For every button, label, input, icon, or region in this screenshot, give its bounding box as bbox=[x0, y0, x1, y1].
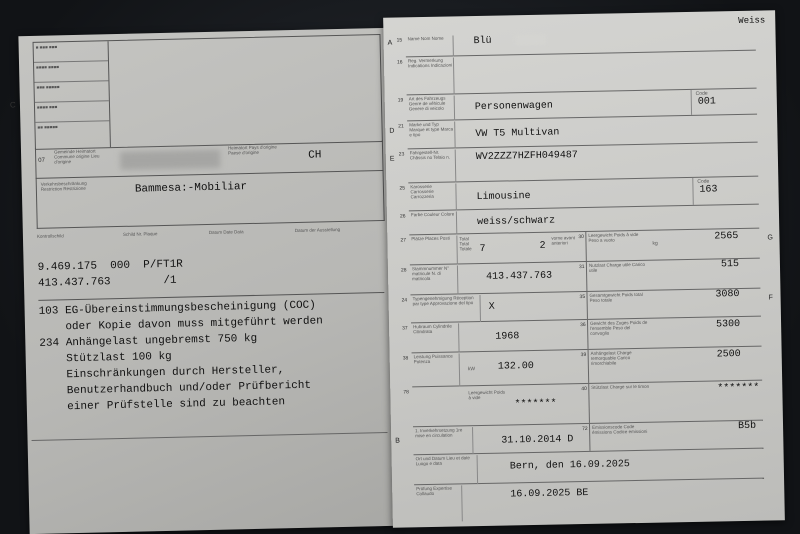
plate-header: Datum der Ausstellung bbox=[294, 226, 341, 234]
redacted-name bbox=[516, 35, 546, 46]
emission-code-value: B5b bbox=[737, 420, 757, 433]
code-label: Code bbox=[697, 178, 710, 185]
train-weight-value: 5300 bbox=[715, 319, 741, 331]
power-unit: kW bbox=[467, 366, 476, 373]
redacted-field bbox=[120, 150, 220, 170]
insurer-value: Bammesa:-Mobiliar bbox=[134, 181, 248, 196]
seats-total-label: Total Total Totale bbox=[459, 236, 472, 252]
row-number: 27 bbox=[400, 237, 407, 244]
vehicle-data-grid bbox=[387, 29, 773, 522]
country-value: CH bbox=[308, 149, 322, 162]
unit-kg: kg bbox=[652, 240, 658, 247]
empty-weight-value: 2565 bbox=[714, 231, 739, 243]
total-weight-cell bbox=[579, 289, 761, 319]
place-date-label: Ort und Datum Lieu et date Luogo e data bbox=[414, 455, 479, 485]
train-weight-label: Gewicht des Zuges Poids de l'ensemble Peso del convoglio bbox=[589, 319, 648, 336]
inspection-label: Prüfung Expertise Collaudo bbox=[414, 485, 463, 522]
tongue-load-label: Stützlast Charge sur le timon bbox=[591, 383, 650, 390]
emission-code-label: Emissionscode Code émissions Codice emissioni bbox=[591, 424, 648, 435]
code-value: 001 bbox=[697, 96, 716, 108]
seats-cell bbox=[400, 232, 586, 264]
trailer-load-label: Anhängelast Charge remorquable Carico rimorchiabile bbox=[590, 350, 632, 366]
row-number: 23 bbox=[398, 151, 405, 158]
empty-remarks-area bbox=[32, 432, 390, 531]
seats-label: Plätze Places Posti bbox=[409, 235, 458, 265]
tongue-load-cell bbox=[581, 381, 764, 423]
section-letter-a: A bbox=[387, 39, 393, 47]
payload-cell bbox=[578, 259, 762, 291]
make-model-value: VW T5 Multivan bbox=[475, 127, 560, 141]
body-code-box bbox=[692, 177, 752, 205]
base-number-value: 413.437.763 bbox=[486, 270, 553, 283]
base-number-label: Stammnummer N° matricule N. di matricola bbox=[410, 265, 459, 295]
first-registration-value: 31.10.2014 D bbox=[501, 434, 574, 447]
row-number: 78 bbox=[403, 389, 409, 396]
plate-numbers bbox=[37, 257, 183, 292]
registration-right-page bbox=[383, 10, 785, 527]
section-letter-d: D bbox=[389, 127, 395, 135]
restriction-label: Verkehrsbeschränkung Restriction Restrizione bbox=[40, 180, 87, 192]
plate-line-2: 413.437.763 /1 bbox=[37, 274, 177, 290]
displacement-value: 1968 bbox=[495, 331, 520, 343]
place-date-value: Bern, den 16.09.2025 bbox=[509, 459, 630, 473]
plate-line-1: 9.469.175 000 P/FT1R bbox=[37, 258, 183, 274]
plate-header: Kontrollschild bbox=[36, 233, 64, 239]
row-number: 39 bbox=[580, 351, 587, 359]
total-weight-value: 3080 bbox=[715, 289, 740, 301]
row-number: 35 bbox=[579, 293, 586, 301]
code-box bbox=[691, 89, 750, 115]
row-number: 30 bbox=[578, 233, 585, 241]
section-letter-f: F bbox=[768, 294, 773, 302]
remarks-text: 103 EG-Übereinstimmungsbescheinigung (COC) oder Kopie davon muss mitgeführt werden 234 Anhängelast ungebremst 750 kg Stützlast 100 kg Einschränkungen durch Hersteller, Benutzerhandbuch und/oder Prüfbericht einer Prüfstelle sind zu beachten bbox=[38, 299, 323, 414]
empty-weight-cell bbox=[578, 229, 761, 261]
vin-value: WV2ZZZ7HZFH049487 bbox=[475, 150, 578, 164]
row-number: 37 bbox=[402, 325, 408, 332]
make-model-label: Marke und Typ Marque et type Marca e tipo bbox=[407, 121, 456, 149]
label-cell: ■■ ■■■■■ bbox=[37, 124, 58, 130]
empty-weight-2-cell bbox=[403, 384, 589, 426]
power-value: 132.00 bbox=[497, 360, 534, 373]
country-label: Heimatort Pays d'origine Paese d'origine bbox=[227, 144, 277, 156]
color-value: weiss/schwarz bbox=[476, 215, 556, 229]
base-number-cell bbox=[400, 262, 587, 294]
empty-weight-2-value: ******* bbox=[514, 398, 557, 411]
holder-info-box bbox=[33, 34, 383, 150]
name-value: Blü bbox=[473, 35, 492, 48]
label-cell: ■■■■ ■■■■ bbox=[34, 61, 108, 83]
first-registration-label: 1. Inverkehrsetzung 1re mise en circulation bbox=[413, 427, 474, 455]
plate-header: Schild Nr. Plaque bbox=[122, 231, 158, 237]
label-cell: ■■■ ■■■■■ bbox=[34, 81, 108, 103]
section-letter-g: G bbox=[767, 234, 773, 242]
type-approval-value: X bbox=[488, 301, 495, 313]
displacement-label: Hubraum Cylindrée Cilindrata bbox=[411, 323, 460, 353]
row-number: 21 bbox=[398, 123, 404, 130]
power-label: Leistung Puissance Potenza bbox=[412, 353, 461, 387]
trailer-load-value: 2500 bbox=[716, 349, 741, 361]
row-number: 16 bbox=[396, 59, 403, 66]
row-number: 28 bbox=[400, 267, 407, 274]
row-number: 19 bbox=[397, 97, 404, 104]
body-value: Limousine bbox=[476, 191, 531, 204]
empty-weight-2-label: Leergewicht Poids à vide bbox=[468, 389, 506, 401]
row-inspection bbox=[414, 479, 765, 522]
origin-label: Gemeinde Heimatort Commune origine Lieu d'origine bbox=[53, 148, 100, 165]
total-weight-label: Gesamtgewicht Poids total Peso totale bbox=[589, 291, 643, 303]
inspection-value: 16.09.2025 BE bbox=[510, 487, 589, 501]
plate-header: Datum Date Data bbox=[208, 229, 244, 235]
color-label: Farbe Couleur Colore bbox=[409, 211, 457, 235]
trailer-load-cell bbox=[580, 347, 764, 383]
vehicle-type-value: Personenwagen bbox=[474, 100, 553, 114]
body-code-value: 163 bbox=[699, 184, 718, 196]
displacement-cell bbox=[402, 320, 588, 352]
code-label: Code bbox=[695, 90, 708, 97]
row-number: 25 bbox=[399, 185, 406, 192]
body-label: Karosserie Carrosserie Carrozzeria bbox=[408, 183, 457, 211]
row-number: 40 bbox=[581, 385, 587, 393]
power-cell bbox=[402, 350, 589, 386]
label-cell: ■ ■■■ ■■■ bbox=[34, 41, 108, 63]
type-approval-cell bbox=[401, 292, 586, 322]
seats-front-label: vorne avant anteriori bbox=[551, 235, 575, 246]
section-letter-e: E bbox=[389, 155, 395, 163]
row-number: 24 bbox=[401, 297, 408, 304]
payload-value: 515 bbox=[720, 259, 740, 271]
holder-labels-column bbox=[34, 41, 111, 149]
row-number: 36 bbox=[580, 321, 586, 329]
train-weight-cell bbox=[580, 317, 763, 349]
row-78-40 bbox=[403, 381, 763, 428]
registration-left-page bbox=[9, 28, 397, 534]
holder-firstname: Weiss bbox=[738, 15, 766, 26]
row-number: 26 bbox=[399, 213, 406, 220]
plate-headers bbox=[37, 226, 383, 248]
empty-weight-label: Leergewicht Poids à vide Peso a vuoto bbox=[588, 231, 639, 243]
label-cell: ■■■■ ■■■ bbox=[35, 101, 109, 123]
row-number: 15 bbox=[396, 37, 403, 44]
name-label: Name Nom Nome bbox=[406, 35, 454, 57]
row-number: 38 bbox=[402, 355, 409, 362]
seats-front: 2 bbox=[539, 240, 546, 252]
emission-code-cell bbox=[582, 420, 764, 451]
indications-label: Reg. Vermerkung Indications Indicazioni bbox=[406, 57, 455, 95]
section-letter-b: B bbox=[395, 437, 401, 445]
seats-total: 7 bbox=[479, 243, 486, 255]
row-number: 07 bbox=[38, 157, 45, 164]
payload-label: Nutzlast Charge utile Carico utile bbox=[588, 261, 646, 273]
tongue-load-value: ******* bbox=[717, 382, 760, 395]
restriction-row bbox=[36, 170, 385, 229]
section-letter-c: C bbox=[9, 100, 16, 110]
row-number: 31 bbox=[578, 263, 585, 271]
row-number: 72 bbox=[582, 425, 588, 433]
type-approval-label: Typengenehmigung Réception par type Approvazione del tipo bbox=[410, 295, 481, 323]
first-registration-cell bbox=[413, 424, 589, 454]
vin-label: Fahrgestell-Nr. Châssis no Telaio n. bbox=[408, 149, 457, 183]
vehicle-type-label: Art des Fahrzeugs Genre de véhicule Genere di veicolo bbox=[407, 95, 455, 121]
